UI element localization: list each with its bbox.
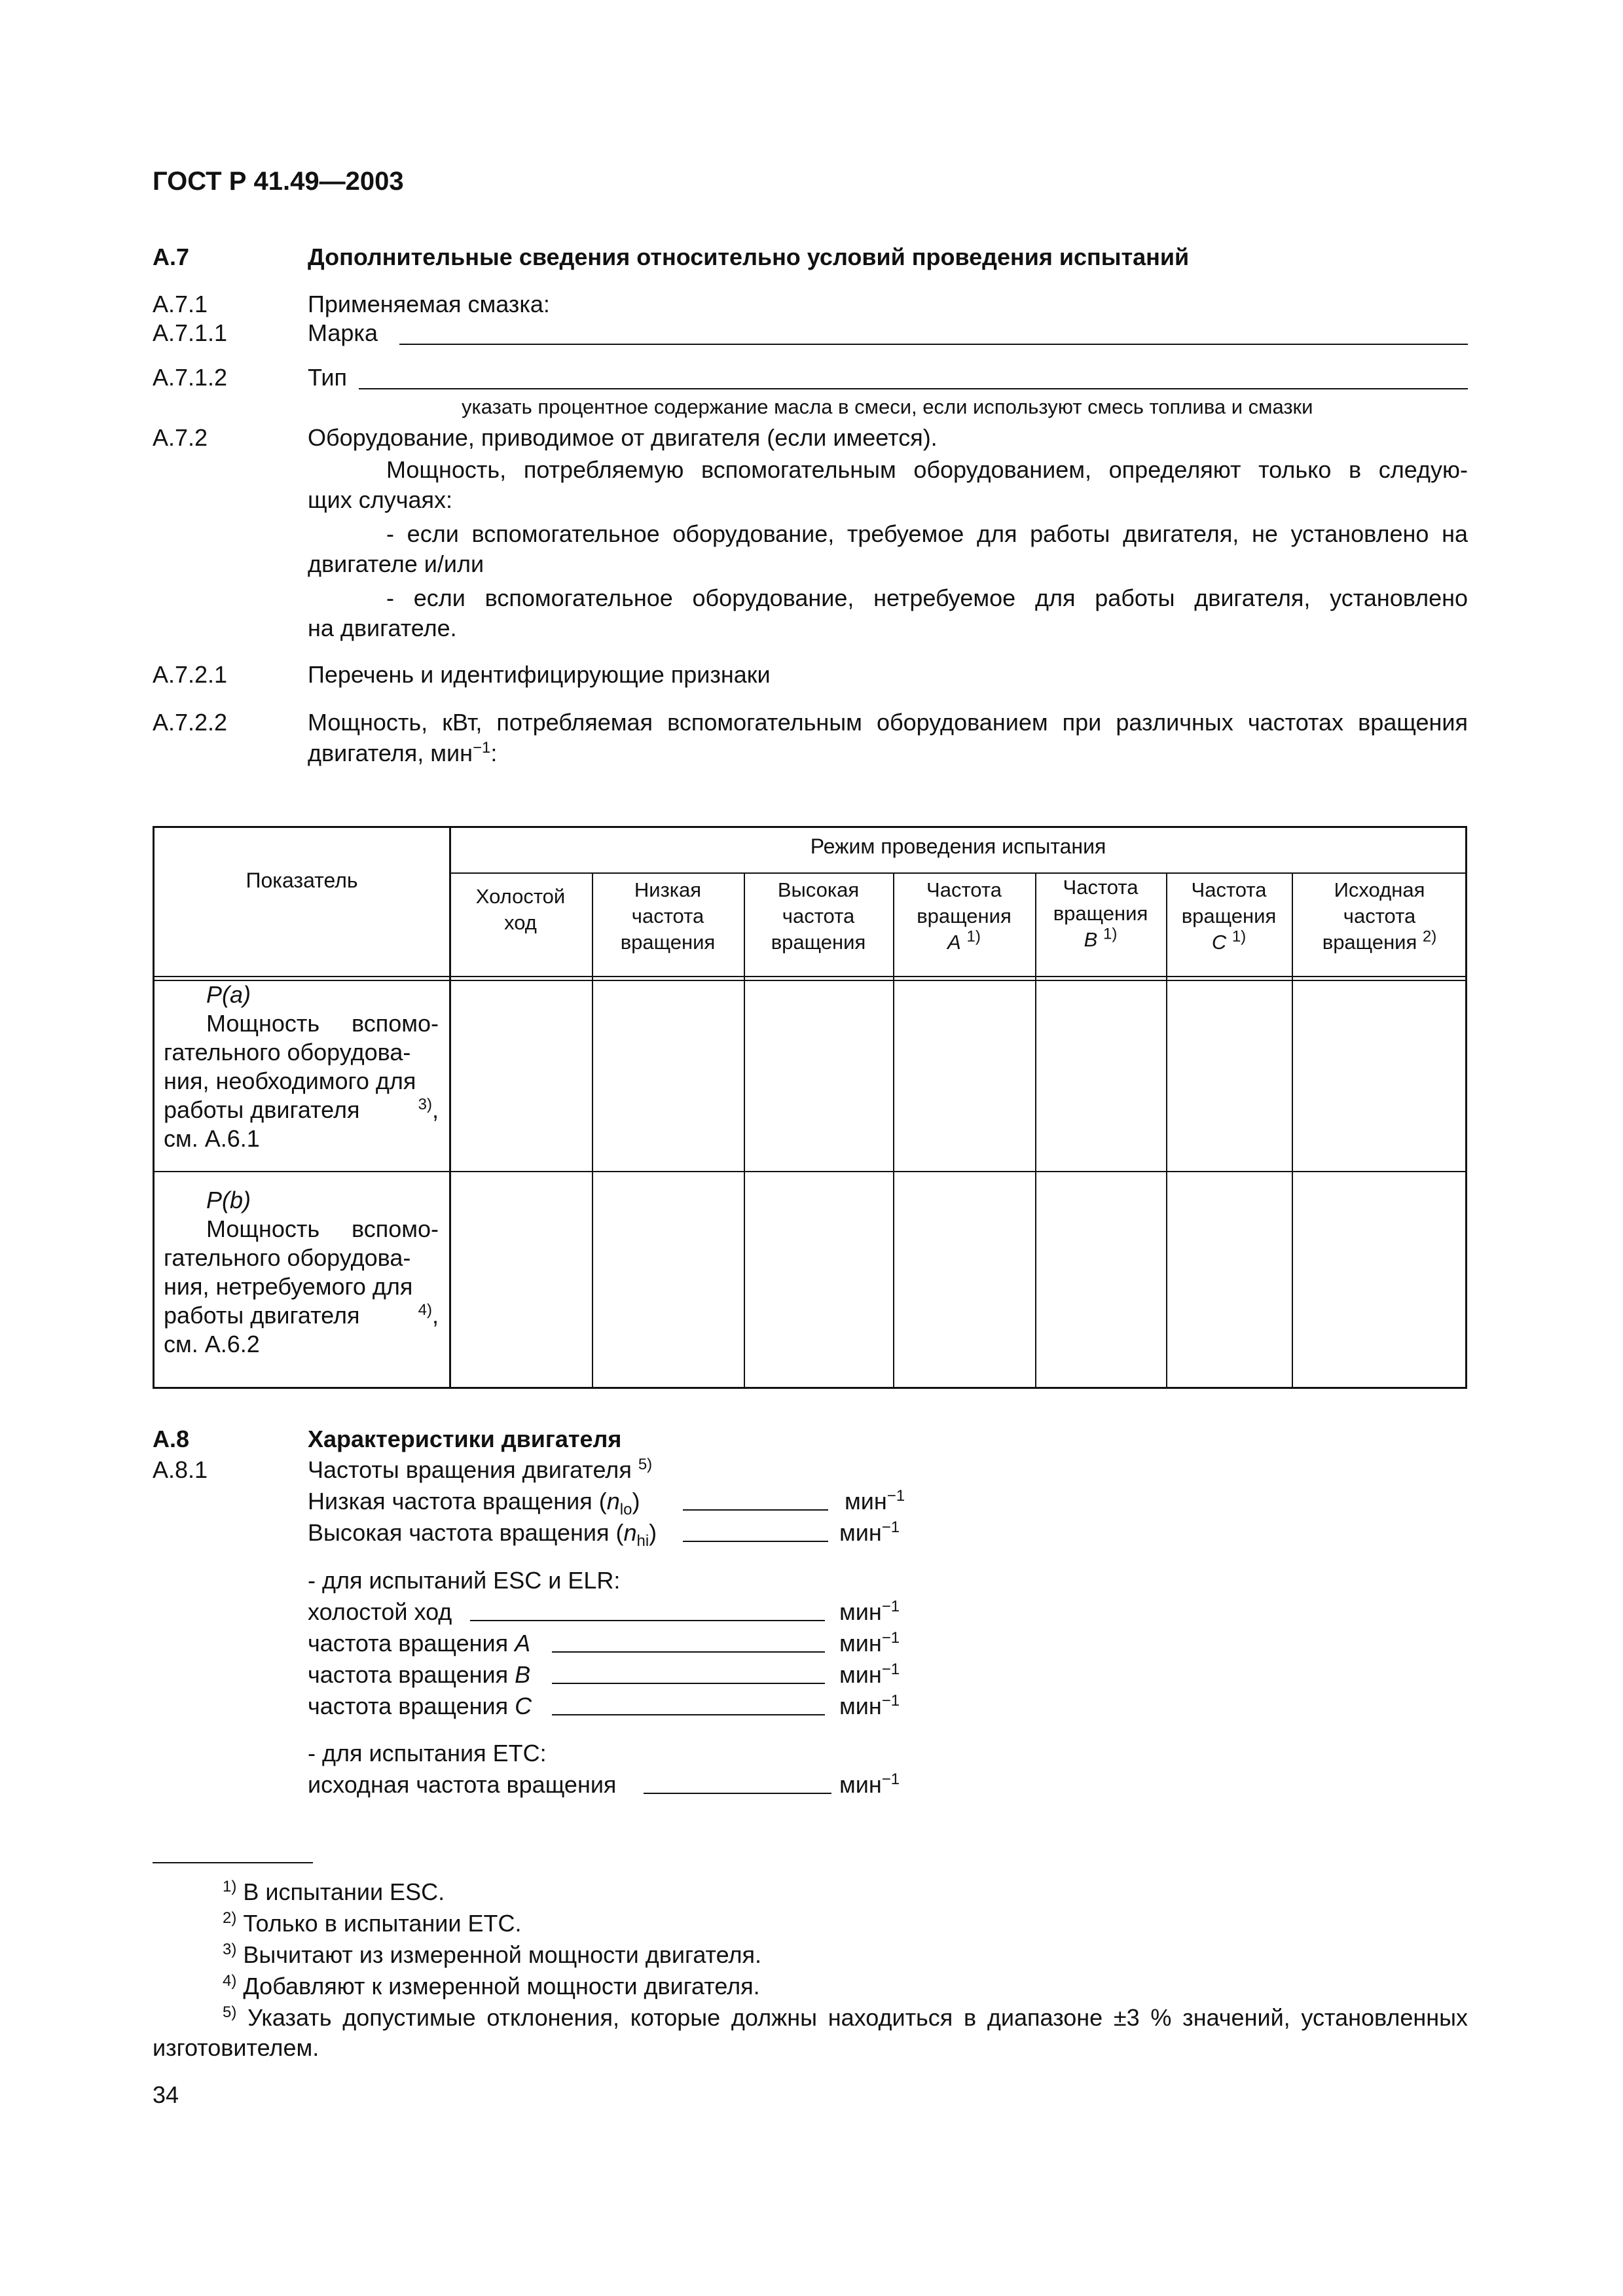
type-fill-line[interactable] <box>359 388 1468 389</box>
high-speed-label: Высокая частота вращения $(n_{hi})$ <box>308 1519 657 1551</box>
speed-b-label: частота вращения B <box>308 1661 531 1688</box>
paragraph-line: Мощность, потребляемую вспомогательным оборудованием, определяют только в следую- <box>386 456 1468 483</box>
footnote-continuation: изготовителем. <box>153 2034 319 2061</box>
col-header-low-speed: Низкая частота вращения <box>620 878 716 954</box>
low-speed-label: Низкая частота вращения $(n_{lo})$ <box>308 1488 640 1519</box>
speed-c-label: частота вращения C <box>308 1693 532 1719</box>
col-header-speed-a: Частота вращения A $^{1)}$ <box>917 878 1012 954</box>
table-row-label: P(a) Мощность вспомо- гательного оборудова- ния, необходимого для работы двигателя $^{3)}$, см. А.6.1 <box>164 981 439 1152</box>
section-title: Дополнительные сведения относительно условий проведения испытаний <box>308 243 1190 270</box>
clause-text: Перечень и идентифицирующие признаки <box>308 661 771 688</box>
table-row-label: P(b) Мощность вспомо- гательного оборудова- ния, нетребуемого для работы двигателя $^{4)}$, см. А.6.2 <box>164 1187 439 1357</box>
col-header-indicator: Показатель <box>246 869 358 892</box>
clause-text: Частоты вращения двигателя $^{5)}$ <box>308 1456 653 1483</box>
clause-text: Применяемая смазка: <box>308 291 550 317</box>
document-id: ГОСТ Р 41.49—2003 <box>153 167 404 196</box>
unit: мин$^{-1}$ <box>845 1487 905 1515</box>
reference-speed-fill-line[interactable] <box>644 1793 831 1794</box>
col-header-high-speed: Высокая частота вращения <box>771 878 866 954</box>
unit: мин$^{-1}$ <box>839 1598 900 1625</box>
footnote: $^{3)}$ Вычитают из измеренной мощности двигателя. <box>223 1941 761 1968</box>
clause-number: А.7.2 <box>153 424 208 451</box>
footnote: $^{1)}$ В испытании ESC. <box>223 1878 445 1905</box>
footnote-separator <box>153 1862 313 1863</box>
clause-number: А.7.1 <box>153 291 208 317</box>
clause-number: А.7.1.2 <box>153 364 228 391</box>
footnote: $^{2)}$ Только в испытании ETC. <box>223 1909 522 1937</box>
col-header-idle: Холостой ход <box>475 885 566 934</box>
unit: мин$^{-1}$ <box>839 1518 900 1546</box>
col-header-speed-b: Частота вращения B $^{1)}$ <box>1053 876 1148 951</box>
footnote: $^{4)}$ Добавляют к измеренной мощности двигателя. <box>223 1972 760 2000</box>
low-speed-fill-line[interactable] <box>683 1509 828 1511</box>
unit: мин$^{-1}$ <box>839 1629 900 1657</box>
clause-number: А.7.2.1 <box>153 661 228 688</box>
section-title: Характеристики двигателя <box>308 1426 622 1452</box>
unit: мин$^{-1}$ <box>839 1770 900 1798</box>
esc-elr-heading: - для испытаний ESC и ELR: <box>308 1567 621 1594</box>
paragraph-line: на двигателе. <box>308 615 457 641</box>
speed-a-fill-line[interactable] <box>552 1651 825 1653</box>
idle-fill-line[interactable] <box>470 1620 825 1621</box>
col-header-speed-c: Частота вращения C $^{1)}$ <box>1181 878 1277 954</box>
unit: мин$^{-1}$ <box>839 1692 900 1719</box>
group-header-test-mode: Режим проведения испытания <box>810 834 1106 858</box>
paragraph-line: - если вспомогательное оборудование, требуемое для работы двигателя, не установлено на <box>386 520 1468 547</box>
clause-text: Мощность, кВт, потребляемая вспомогательным оборудованием при различных частотах вращения <box>308 709 1468 736</box>
high-speed-fill-line[interactable] <box>683 1541 828 1542</box>
section-number: А.7 <box>153 243 190 270</box>
speed-a-label: частота вращения A <box>308 1630 531 1657</box>
section-number: А.8 <box>153 1426 190 1452</box>
type-label: Тип <box>308 364 348 391</box>
clause-number: А.8.1 <box>153 1456 208 1483</box>
clause-text: Оборудование, приводимое от двигателя (если имеется). <box>308 424 938 451</box>
brand-label: Марка <box>308 319 378 346</box>
idle-label: холостой ход <box>308 1598 452 1625</box>
page-number: 34 <box>153 2081 179 2108</box>
clause-text-cont: двигателя, мин$^{-1}$: <box>308 739 498 766</box>
footnote: $^{5)}$ Указать допустимые отклонения, которые должны находиться в диапазоне ±3 % значений, установленных <box>223 2003 1468 2031</box>
paragraph-line: - если вспомогательное оборудование, нетребуемое для работы двигателя, установлено <box>386 584 1468 611</box>
unit: мин$^{-1}$ <box>839 1660 900 1688</box>
clause-number: А.7.2.2 <box>153 709 228 736</box>
brand-fill-line[interactable] <box>399 344 1468 345</box>
reference-speed-label: исходная частота вращения <box>308 1771 617 1798</box>
clause-number: А.7.1.1 <box>153 319 228 346</box>
etc-heading: - для испытания ETC: <box>308 1740 547 1767</box>
paragraph-line: двигателе и/или <box>308 550 484 577</box>
type-note: указать процентное содержание масла в смеси, если используют смесь топлива и смазки <box>462 395 1313 418</box>
col-header-reference-speed: Исходная частота вращения $^{2)}$ <box>1322 878 1437 954</box>
speed-c-fill-line[interactable] <box>552 1714 825 1715</box>
speed-b-fill-line[interactable] <box>552 1683 825 1684</box>
paragraph-line: щих случаях: <box>308 486 453 513</box>
